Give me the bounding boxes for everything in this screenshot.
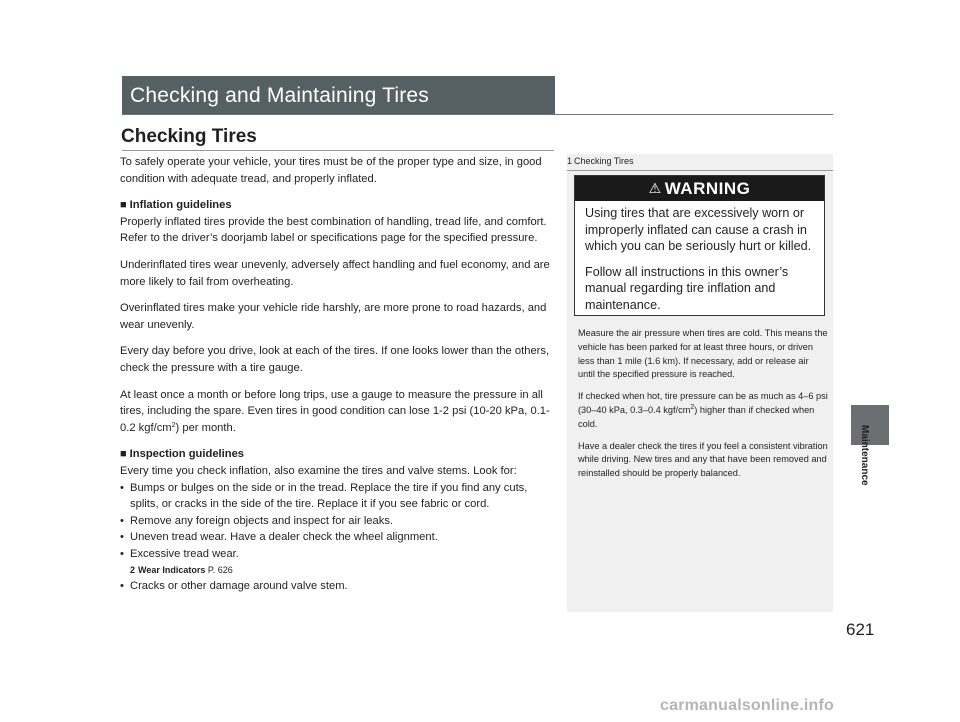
bullet-icon: • <box>120 547 124 560</box>
section-title: Checking and Maintaining Tires <box>122 76 555 115</box>
warning-band: ⚠ WARNING <box>575 176 824 201</box>
inflation-paragraph-3: Overinflated tires make your vehicle ride harshly, are more prone to road hazards, and wear unevenly. <box>120 302 547 331</box>
page-heading: Checking Tires <box>121 126 257 147</box>
wear-indicators-link[interactable]: 2 Wear Indicators P. 626 <box>130 565 233 576</box>
sidebar-note-3: Have a dealer check the tires if you feel a consistent vibration while driving. New tires and any that have been removed and reinstalled should be properly balanced. <box>578 440 828 479</box>
warning-text-2: Follow all instructions in this owner’s manual regarding tire inflation and maintenance. <box>585 264 789 312</box>
reference-icon: 1 <box>567 156 573 166</box>
heading-divider <box>122 150 554 151</box>
page-number: 621 <box>846 620 875 639</box>
inspection-list <box>120 480 556 596</box>
bullet-icon: • <box>120 514 124 527</box>
warning-text-1: Using tires that are excessively worn or improperly inflated can cause a crash in which you can be seriously hurt or killed. <box>585 206 812 253</box>
chapter-tab-label: Maintenance <box>859 425 870 486</box>
inspection-heading: ■ Inspection guidelines <box>120 448 245 461</box>
square-bullet-icon: ■ <box>120 448 127 461</box>
sidebar-notes <box>578 327 828 489</box>
square-bullet-icon: ■ <box>120 199 127 212</box>
bullet-icon: • <box>120 580 124 593</box>
warning-body <box>575 201 824 313</box>
watermark: carmanualsonline.info <box>660 697 835 714</box>
list-item: • Cracks or other damage around valve stem. <box>120 578 556 595</box>
sidebar-note-2: If checked when hot, tire pressure can be as much as 4–6 psi (30–40 kPa, 0.3–0.4 kgf/$cm^2$) higher than if checked when cold. <box>578 391 828 429</box>
list-item: • Remove any foreign objects and inspect for air leaks. <box>120 513 556 530</box>
bullet-icon: • <box>120 531 124 544</box>
warning-box <box>574 175 825 316</box>
warning-triangle-icon: ⚠ <box>648 180 662 196</box>
inflation-paragraph-1: Properly inflated tires provide the best combination of handling, tread life, and comfort. Refer to the driver’s doorjamb label or specifications page for the specified pressure. <box>120 215 547 245</box>
sidebar-reference-title: 1 Checking Tires <box>567 154 833 171</box>
list-item: • Bumps or bulges on the side or in the tread. Replace the tire if you find any cuts, splits, or cracks in the side of the tire. Replace it if you see fabric or cord. <box>120 481 528 511</box>
main-content <box>120 154 556 595</box>
sidebar-note-1: Measure the air pressure when tires are cold. This means the vehicle has been parked for at least three hours, or driven less than 1 mile (1.6 km). If necessary, add or release air until the specified pressure is reached. <box>578 328 828 380</box>
section-divider <box>122 114 833 115</box>
chapter-tab <box>851 405 889 445</box>
list-item: • Excessive tread wear. <box>120 546 556 563</box>
sidebar-notes-panel <box>567 154 833 612</box>
inflation-paragraph-4: Every day before you drive, look at each of the tires. If one looks lower than the others, check the pressure with a tire gauge. <box>120 345 550 374</box>
list-item: • Uneven tread wear. Have a dealer check the wheel alignment. <box>120 529 556 546</box>
inflation-paragraph-5: At least once a month or before long trips, use a gauge to measure the pressure in all tires, including the spare. Even tires in good condition can lose 1-2 psi (10-20 kPa, 0.1-0.2 kgf/$cm^2$) per month. <box>120 388 550 434</box>
bullet-icon: • <box>120 481 124 494</box>
cross-reference-icon: 2 <box>130 565 136 576</box>
intro-paragraph: To safely operate your vehicle, your tires must be of the proper type and size, in good condition with adequate tread, and properly inflated. <box>120 156 542 185</box>
inspection-intro: Every time you check inflation, also examine the tires and valve stems. Look for: <box>120 464 517 477</box>
inflation-heading: ■ Inflation guidelines <box>120 199 232 212</box>
inflation-paragraph-2: Underinflated tires wear unevenly, adversely affect handling and fuel economy, and are more likely to fail from overheating. <box>120 258 550 288</box>
